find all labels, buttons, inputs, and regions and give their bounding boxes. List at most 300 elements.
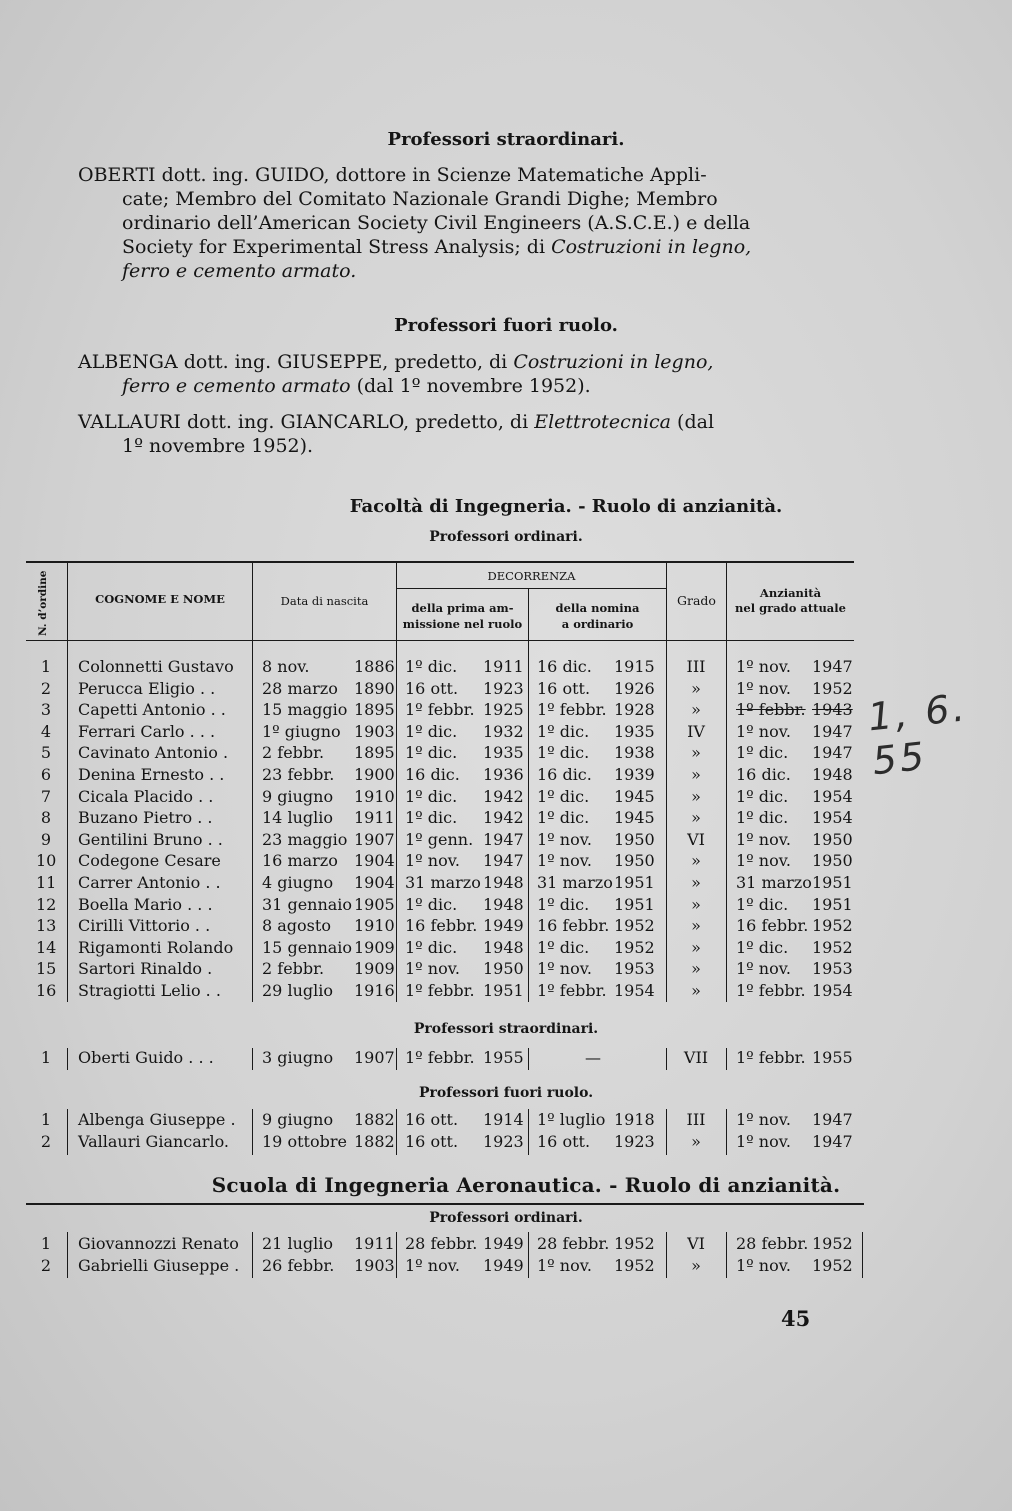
row-nomination-date: 16 dic. xyxy=(537,657,592,676)
row-birth-year: 1903 xyxy=(354,721,395,741)
decorrenza-rule xyxy=(396,588,666,589)
row-grade: VI xyxy=(687,1234,705,1253)
row-grade: » xyxy=(691,808,701,828)
row-admission-date: 16 ott. xyxy=(405,1131,459,1151)
row-seniority-date: 1º dic. xyxy=(736,743,789,763)
row-grade: » xyxy=(691,894,701,914)
row-number: 5 xyxy=(40,743,52,763)
row-nomination-date: 16 ott. xyxy=(537,678,591,698)
col-separator xyxy=(726,1232,727,1278)
row-admission-date: 1º febbr. xyxy=(405,1048,475,1067)
row-birth-year: 1886 xyxy=(354,657,395,676)
header-anzianita-line-2: nel grado attuale xyxy=(735,601,846,615)
col-separator xyxy=(528,1048,529,1070)
header-cognome: COGNOME E NOME xyxy=(95,592,225,606)
row-number: 1 xyxy=(40,1048,52,1067)
row-name: Codegone Cesare xyxy=(78,851,221,871)
row-number: 7 xyxy=(40,786,52,806)
row-name: Cicala Placido . . xyxy=(78,786,214,806)
row-grade: » xyxy=(691,765,701,784)
row-admission-year: 1949 xyxy=(483,1234,524,1253)
row-seniority-year: 1947 xyxy=(812,1131,853,1151)
row-grade: » xyxy=(691,851,701,871)
row-admission-date: 1º dic. xyxy=(405,937,458,957)
row-number: 14 xyxy=(36,937,57,957)
table-row xyxy=(0,1256,1012,1277)
row-birth-year: 1911 xyxy=(354,808,395,828)
straordinari-table-title: Professori straordinari. xyxy=(413,1021,599,1037)
row-seniority-date: 1º nov. xyxy=(736,851,791,871)
row-nomination-date: 1º febbr. xyxy=(537,981,607,1000)
row-nomination-date: 1º nov. xyxy=(537,1255,592,1275)
row-number: 1 xyxy=(40,1110,52,1129)
row-admission-year: 1949 xyxy=(483,916,524,936)
row-seniority-year: 1951 xyxy=(812,894,853,914)
ordinari-title: Professori ordinari. xyxy=(429,529,583,545)
row-name: Gabrielli Giuseppe . xyxy=(78,1255,240,1275)
row-admission-date: 1º febbr. xyxy=(405,981,475,1000)
vallauri-line-1 xyxy=(78,410,802,434)
oberti-line-5 xyxy=(78,259,802,283)
table-row xyxy=(0,700,1012,721)
row-name: Oberti Guido . . . xyxy=(78,1048,214,1067)
row-grade: » xyxy=(691,981,701,1000)
row-admission-date: 1º dic. xyxy=(405,657,458,676)
row-admission-date: 1º febbr. xyxy=(405,700,475,720)
col-separator xyxy=(528,1232,529,1278)
row-seniority-date: 1º nov. xyxy=(736,1110,791,1129)
table-row xyxy=(0,1234,1012,1255)
aero-top-rule xyxy=(26,1203,864,1205)
row-grade: » xyxy=(691,959,701,979)
row-grade: III xyxy=(686,657,706,676)
row-nomination-date: 28 febbr. xyxy=(537,1234,610,1253)
row-seniority-date: 16 febbr. xyxy=(736,916,809,936)
row-name: Giovannozzi Renato xyxy=(78,1234,239,1253)
row-nomination-year: 1935 xyxy=(614,721,655,741)
row-name: Denina Ernesto . . xyxy=(78,765,225,784)
row-admission-year: 1936 xyxy=(483,765,524,784)
row-birth-date: 9 giugno xyxy=(262,1110,334,1129)
row-nomination-date: 1º dic. xyxy=(537,721,590,741)
row-birth-year: 1916 xyxy=(354,981,395,1000)
row-grade: III xyxy=(686,1110,706,1129)
row-number: 2 xyxy=(40,1255,52,1275)
row-birth-date: 21 luglio xyxy=(262,1234,333,1253)
header-decorrenza: DECORRENZA xyxy=(487,569,576,583)
row-nomination-year: 1945 xyxy=(614,808,655,828)
row-nomination-date: 31 marzo xyxy=(537,873,613,892)
row-number: 10 xyxy=(36,851,57,871)
row-nomination-year: 1952 xyxy=(614,1255,655,1275)
row-birth-year: 1895 xyxy=(354,743,395,763)
row-grade: » xyxy=(691,700,701,720)
oberti-line-1: OBERTI dott. ing. GUIDO, dottore in Scienze Matematiche Appli- xyxy=(78,164,707,186)
row-nomination-date: 1º nov. xyxy=(537,851,592,871)
aero-ordinari-title: Professori ordinari. xyxy=(429,1210,583,1226)
col-separator xyxy=(252,1109,253,1155)
row-nomination-date: 1º dic. xyxy=(537,937,590,957)
row-name: Cirilli Vittorio . . xyxy=(78,916,211,936)
row-birth-year: 1907 xyxy=(354,829,395,849)
row-birth-year: 1904 xyxy=(354,873,395,892)
row-admission-date: 1º dic. xyxy=(405,786,458,806)
row-admission-year: 1925 xyxy=(483,700,524,720)
row-name: Carrer Antonio . . xyxy=(78,873,221,892)
row-seniority-date: 1º dic. xyxy=(736,808,789,828)
oberti-line-4b: Costruzioni in legno, xyxy=(551,236,752,258)
row-admission-year: 1950 xyxy=(483,959,524,979)
row-admission-date: 1º dic. xyxy=(405,808,458,828)
table-row xyxy=(0,765,1012,786)
row-grade: IV xyxy=(687,721,705,741)
row-birth-year: 1907 xyxy=(354,1048,395,1067)
row-nomination-year: 1923 xyxy=(614,1131,655,1151)
row-grade: » xyxy=(691,1131,701,1151)
row-nomination-year: 1939 xyxy=(614,765,655,784)
row-grade: » xyxy=(691,786,701,806)
table-row xyxy=(0,1048,1012,1069)
section-title-straordinari: Professori straordinari. xyxy=(387,129,625,150)
row-birth-date: 26 febbr. xyxy=(262,1255,335,1275)
col-separator xyxy=(666,1232,667,1278)
table-row xyxy=(0,743,1012,764)
row-admission-year: 1948 xyxy=(483,937,524,957)
row-admission-year: 1951 xyxy=(483,981,524,1000)
row-name: Stragiotti Lelio . . xyxy=(78,981,221,1000)
row-birth-date: 23 febbr. xyxy=(262,765,335,784)
row-admission-year: 1923 xyxy=(483,1131,524,1151)
col-separator xyxy=(396,1048,397,1070)
col-separator xyxy=(396,1232,397,1278)
row-number: 16 xyxy=(36,981,57,1000)
row-name: Capetti Antonio . . xyxy=(78,700,226,720)
table-row xyxy=(0,895,1012,916)
row-birth-year: 1900 xyxy=(354,765,395,784)
table-row xyxy=(0,679,1012,700)
row-birth-date: 28 marzo xyxy=(262,678,338,698)
row-seniority-date: 1º febbr. xyxy=(736,700,806,720)
row-birth-date: 29 luglio xyxy=(262,981,333,1000)
oberti-line-4 xyxy=(78,235,802,259)
albenga-line-1b: Costruzioni in legno, xyxy=(513,351,714,373)
row-number: 13 xyxy=(36,916,57,936)
table-row xyxy=(0,808,1012,829)
row-seniority-year: 1947 xyxy=(812,657,853,676)
table-top-rule xyxy=(26,561,854,563)
col-separator xyxy=(252,1232,253,1278)
row-nomination-date: 1º dic. xyxy=(537,894,590,914)
row-grade: VII xyxy=(683,1048,709,1067)
row-name: Perucca Eligio . . xyxy=(78,678,216,698)
row-seniority-date: 16 dic. xyxy=(736,765,791,784)
header-grado: Grado xyxy=(677,593,716,608)
col-separator xyxy=(252,1048,253,1070)
row-birth-date: 15 maggio xyxy=(262,700,348,720)
row-admission-date: 1º dic. xyxy=(405,721,458,741)
row-birth-date: 1º giugno xyxy=(262,721,341,741)
table-row xyxy=(0,722,1012,743)
row-name: Colonnetti Gustavo xyxy=(78,657,234,676)
row-name: Vallauri Giancarlo. xyxy=(78,1131,229,1151)
header-nomina-line-2: a ordinario xyxy=(561,617,634,631)
row-nomination-year: 1952 xyxy=(614,916,655,936)
row-grade: » xyxy=(691,1255,701,1275)
row-seniority-date: 1º nov. xyxy=(736,721,791,741)
row-grade: » xyxy=(691,873,701,892)
oberti-line-5-italic: ferro e cemento armato. xyxy=(122,260,357,282)
row-seniority-year: 1947 xyxy=(812,721,853,741)
row-seniority-date: 1º dic. xyxy=(736,894,789,914)
table-row xyxy=(0,981,1012,1002)
row-birth-date: 9 giugno xyxy=(262,786,334,806)
row-birth-year: 1903 xyxy=(354,1255,395,1275)
row-grade: » xyxy=(691,678,701,698)
table-row xyxy=(0,657,1012,678)
albenga-line-2a: ferro e cemento armato xyxy=(122,375,351,397)
header-nascita: Data di nascita xyxy=(280,594,369,608)
row-name: Gentilini Bruno . . xyxy=(78,829,223,849)
row-admission-date: 16 febbr. xyxy=(405,916,478,936)
row-seniority-year: 1954 xyxy=(812,786,853,806)
row-seniority-year: 1953 xyxy=(812,959,853,979)
row-birth-year: 1895 xyxy=(354,700,395,720)
row-admission-date: 1º genn. xyxy=(405,829,474,849)
row-birth-date: 15 gennaio xyxy=(262,937,353,957)
row-seniority-year: 1950 xyxy=(812,851,853,871)
row-number: 6 xyxy=(40,765,52,784)
row-seniority-year: 1955 xyxy=(812,1048,853,1067)
row-nomination-date: 1º dic. xyxy=(537,808,590,828)
row-admission-year: 1923 xyxy=(483,678,524,698)
row-seniority-year: 1943 xyxy=(812,700,853,720)
row-birth-date: 19 ottobre xyxy=(262,1131,347,1151)
row-admission-year: 1947 xyxy=(483,829,524,849)
oberti-line-4a: Society for Experimental Stress Analysis; di xyxy=(122,236,552,258)
row-nomination-date: 1º nov. xyxy=(537,959,592,979)
row-number: 3 xyxy=(40,700,52,720)
row-seniority-year: 1952 xyxy=(812,937,853,957)
row-seniority-year: 1951 xyxy=(812,873,853,892)
vallauri-entry xyxy=(78,410,802,458)
col-separator xyxy=(528,1109,529,1155)
row-nomination-date: 16 febbr. xyxy=(537,916,610,936)
row-admission-date: 1º dic. xyxy=(405,743,458,763)
row-birth-date: 14 luglio xyxy=(262,808,333,828)
row-grade: » xyxy=(691,743,701,763)
table-row xyxy=(0,873,1012,894)
aero-title: Scuola di Ingegneria Aeronautica. - Ruolo di anzianità. xyxy=(211,1173,841,1197)
row-grade: » xyxy=(691,916,701,936)
row-nomination-year: 1950 xyxy=(614,851,655,871)
table-row xyxy=(0,1110,1012,1131)
row-nomination-date: 16 ott. xyxy=(537,1131,591,1151)
row-seniority-year: 1952 xyxy=(812,916,853,936)
table-row xyxy=(0,938,1012,959)
row-admission-year: 1942 xyxy=(483,808,524,828)
row-seniority-year: 1954 xyxy=(812,981,853,1000)
col-separator xyxy=(666,1109,667,1155)
row-seniority-year: 1952 xyxy=(812,1234,853,1253)
albenga-line-2 xyxy=(78,374,802,398)
row-nomination-year: 1928 xyxy=(614,700,655,720)
row-nomination-year: 1954 xyxy=(614,981,655,1000)
table-row xyxy=(0,787,1012,808)
row-admission-year: 1911 xyxy=(483,657,524,676)
row-birth-date: 4 giugno xyxy=(262,873,334,892)
row-seniority-date: 28 febbr. xyxy=(736,1234,809,1253)
col-separator xyxy=(862,1232,863,1278)
table-row xyxy=(0,916,1012,937)
albenga-line-1a: ALBENGA dott. ing. GIUSEPPE, predetto, di xyxy=(78,351,514,373)
vallauri-line-1b: Elettrotecnica xyxy=(534,411,671,433)
row-admission-date: 28 febbr. xyxy=(405,1234,478,1253)
oberti-line-2: cate; Membro del Comitato Nazionale Grandi Dighe; Membro xyxy=(122,188,718,210)
row-admission-date: 31 marzo xyxy=(405,873,481,892)
row-admission-date: 1º dic. xyxy=(405,894,458,914)
row-birth-date: 3 giugno xyxy=(262,1048,334,1067)
row-birth-year: 1910 xyxy=(354,786,395,806)
row-seniority-date: 1º febbr. xyxy=(736,981,806,1000)
row-number: 12 xyxy=(36,894,57,914)
row-admission-year: 1955 xyxy=(483,1048,524,1067)
row-admission-year: 1914 xyxy=(483,1110,524,1129)
table-row xyxy=(0,830,1012,851)
header-nomina-line-1: della nomina xyxy=(555,601,640,615)
row-birth-year: 1890 xyxy=(354,678,395,698)
row-birth-date: 31 gennaio xyxy=(262,894,353,914)
row-birth-date: 23 maggio xyxy=(262,829,348,849)
row-number: 11 xyxy=(36,873,57,892)
row-birth-date: 2 febbr. xyxy=(262,959,325,979)
row-nomination-date: — xyxy=(585,1048,601,1067)
row-birth-date: 16 marzo xyxy=(262,851,338,871)
row-number: 9 xyxy=(40,829,52,849)
page-number: 45 xyxy=(781,1306,811,1331)
table-row xyxy=(0,959,1012,980)
row-seniority-date: 1º dic. xyxy=(736,937,789,957)
row-admission-year: 1947 xyxy=(483,851,524,871)
row-number: 8 xyxy=(40,808,52,828)
row-seniority-year: 1950 xyxy=(812,829,853,849)
albenga-line-2b: (dal 1º novembre 1952). xyxy=(350,375,591,397)
row-admission-date: 16 ott. xyxy=(405,678,459,698)
row-number: 15 xyxy=(36,959,57,979)
header-prima-line-1: della prima am- xyxy=(411,601,514,615)
vallauri-line-1c: (dal xyxy=(671,411,715,433)
row-birth-year: 1911 xyxy=(354,1234,395,1253)
header-n-ordine: N. d’ordine xyxy=(37,570,49,636)
row-number: 1 xyxy=(40,657,52,676)
row-admission-date: 1º nov. xyxy=(405,959,460,979)
row-name: Ferrari Carlo . . . xyxy=(78,721,216,741)
row-number: 1 xyxy=(40,1234,52,1253)
row-nomination-year: 1951 xyxy=(614,873,655,892)
row-seniority-year: 1948 xyxy=(812,765,853,784)
row-birth-date: 8 nov. xyxy=(262,657,310,676)
row-birth-year: 1910 xyxy=(354,916,395,936)
handwritten-note: 1, 6. 55 xyxy=(865,685,970,784)
row-birth-year: 1904 xyxy=(354,851,395,871)
row-nomination-year: 1951 xyxy=(614,894,655,914)
row-name: Buzano Pietro . . xyxy=(78,808,213,828)
row-name: Rigamonti Rolando xyxy=(78,937,234,957)
row-nomination-year: 1953 xyxy=(614,959,655,979)
col-separator xyxy=(67,1109,68,1155)
row-admission-year: 1935 xyxy=(483,743,524,763)
row-admission-year: 1949 xyxy=(483,1255,524,1275)
row-nomination-year: 1950 xyxy=(614,829,655,849)
row-seniority-date: 1º dic. xyxy=(736,786,789,806)
row-admission-date: 1º nov. xyxy=(405,851,460,871)
vallauri-line-1a: VALLAURI dott. ing. GIANCARLO, predetto, di xyxy=(78,411,535,433)
row-nomination-date: 16 dic. xyxy=(537,765,592,784)
row-name: Boella Mario . . . xyxy=(78,894,213,914)
row-admission-year: 1948 xyxy=(483,873,524,892)
row-birth-year: 1909 xyxy=(354,959,395,979)
oberti-line-3: ordinario dell’American Society Civil Engineers (A.S.C.E.) e della xyxy=(122,212,751,234)
row-number: 2 xyxy=(40,1131,52,1151)
row-seniority-date: 1º nov. xyxy=(736,829,791,849)
row-birth-year: 1909 xyxy=(354,937,395,957)
row-seniority-date: 1º nov. xyxy=(736,1131,791,1151)
table-row xyxy=(0,1132,1012,1153)
row-nomination-date: 1º febbr. xyxy=(537,700,607,720)
row-admission-year: 1942 xyxy=(483,786,524,806)
row-nomination-year: 1926 xyxy=(614,678,655,698)
row-seniority-date: 1º nov. xyxy=(736,678,791,698)
col-separator xyxy=(396,1109,397,1155)
row-nomination-year: 1918 xyxy=(614,1110,655,1129)
row-nomination-year: 1915 xyxy=(614,657,655,676)
row-seniority-date: 1º febbr. xyxy=(736,1048,806,1067)
row-grade: » xyxy=(691,937,701,957)
row-seniority-date: 1º nov. xyxy=(736,657,791,676)
row-birth-date: 2 febbr. xyxy=(262,743,325,763)
row-name: Cavinato Antonio . xyxy=(78,743,229,763)
row-grade: VI xyxy=(687,829,705,849)
row-seniority-year: 1947 xyxy=(812,743,853,763)
table-header-bottom-rule xyxy=(26,640,854,641)
row-number: 4 xyxy=(40,721,52,741)
row-admission-date: 16 dic. xyxy=(405,765,460,784)
row-birth-year: 1882 xyxy=(354,1131,395,1151)
row-seniority-date: 1º nov. xyxy=(736,959,791,979)
col-separator xyxy=(726,1048,727,1070)
row-seniority-year: 1947 xyxy=(812,1110,853,1129)
col-separator xyxy=(67,1232,68,1278)
row-name: Sartori Rinaldo . xyxy=(78,959,213,979)
row-admission-date: 1º nov. xyxy=(405,1255,460,1275)
row-number: 2 xyxy=(40,678,52,698)
row-nomination-date: 1º dic. xyxy=(537,786,590,806)
row-name: Albenga Giuseppe . xyxy=(78,1110,236,1129)
row-nomination-year: 1938 xyxy=(614,743,655,763)
header-prima-line-2: missione nel ruolo xyxy=(402,617,523,631)
vallauri-line-2: 1º novembre 1952). xyxy=(122,435,314,457)
col-separator xyxy=(67,1048,68,1070)
row-seniority-date: 1º nov. xyxy=(736,1255,791,1275)
oberti-entry xyxy=(78,163,802,283)
fuori-ruolo-table-title: Professori fuori ruolo. xyxy=(418,1085,594,1101)
row-birth-year: 1905 xyxy=(354,894,395,914)
row-birth-year: 1882 xyxy=(354,1110,395,1129)
row-seniority-year: 1952 xyxy=(812,678,853,698)
albenga-entry xyxy=(78,350,802,398)
table-row xyxy=(0,851,1012,872)
col-separator xyxy=(726,1109,727,1155)
header-anzianita-line-1: Anzianità xyxy=(759,586,822,600)
